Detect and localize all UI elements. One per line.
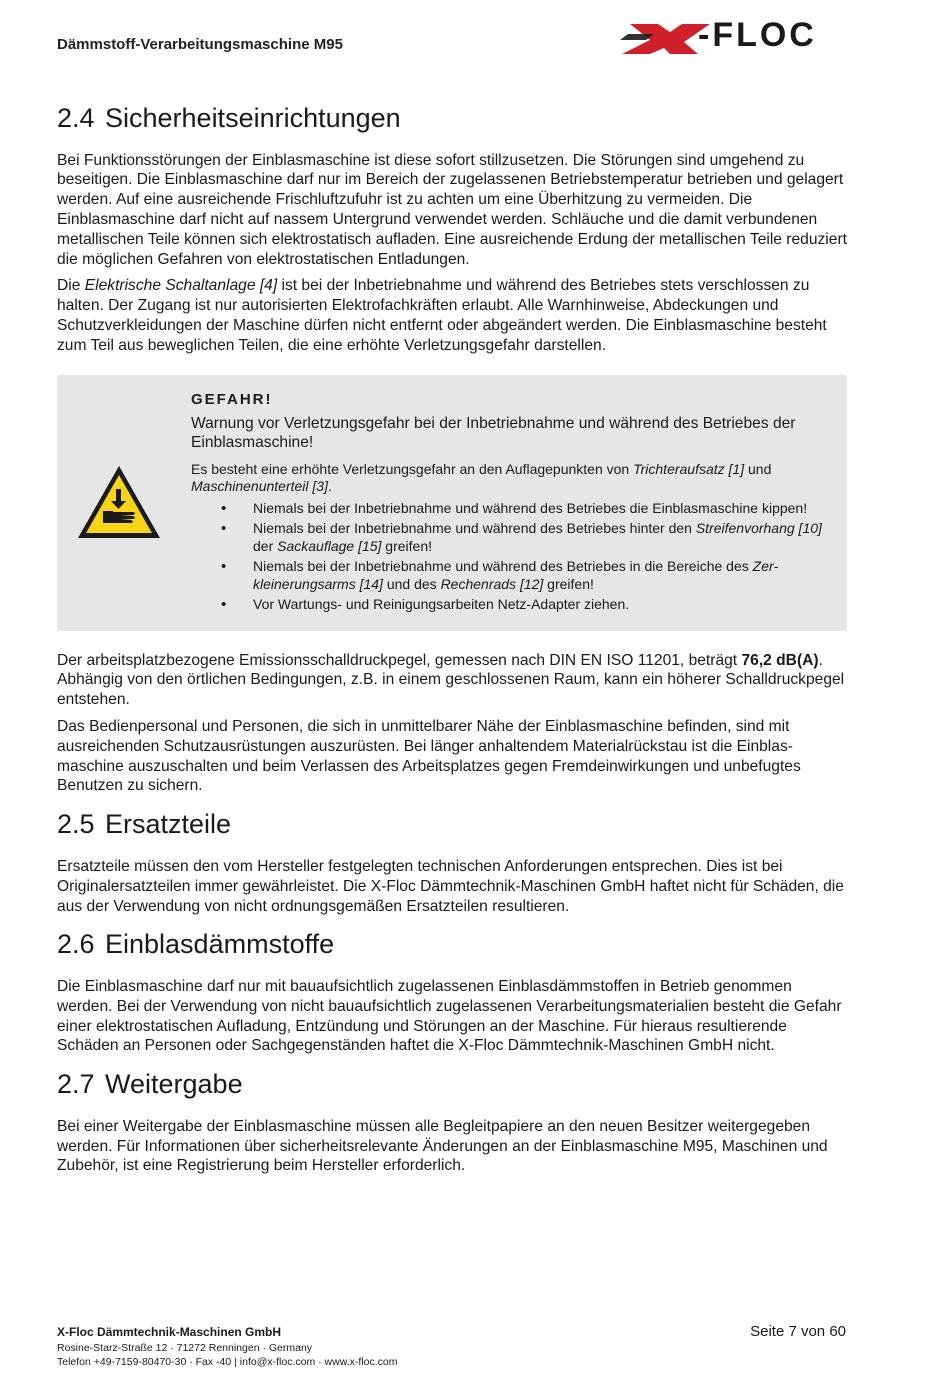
- list-item: • Niemals bei der Inbetriebnahme und während des Betriebes in die Bereiche des Zerkleinerungsarms [14] und des Rechenrads [12] greifen!: [221, 558, 837, 593]
- warning-lead: Warnung vor Verletzungsgefahr bei der Inbetriebnahme und während des Betriebes der Einblasmaschine!: [191, 414, 796, 452]
- x-floc-logo: [620, 12, 850, 56]
- footer-contact: Telefon +49-7159-80470-30 · Fax -40 | info@x-floc.com · www.x-floc.com: [57, 1356, 398, 1368]
- page-content: [57, 104, 847, 1183]
- paragraph: Das Bedienpersonal und Personen, die sich in unmittelbarer Nähe der Einblasmaschine befinden, sind mit ausreichenden Schutzausrüstungen auszurüsten. Bei länger anhaltendem Materialrückstau ist die Einblasmaschine auszuschalten und beim Verlassen des Arbeitsplatzes gegen Fremdeinwirkungen und unbefugtes Benutzen zu sichern.: [57, 718, 801, 795]
- section-heading-2-6: 2.6 Einblasdämmstoffe: [57, 929, 335, 960]
- paragraph: Ersatzteile müssen den vom Hersteller festgelegten technischen Anforderungen entsprechen. Dies ist bei Originalersatzteilen immer gewährleistet. Die X-Floc Dämmtechnik-Maschinen GmbH haftet nicht für Schäden, die aus der Verwendung von nicht ordnungsgemäßen Ersatzteilen resultieren.: [57, 857, 844, 915]
- warning-list: [221, 500, 837, 614]
- section-heading-2-4: 2.4 Sicherheitseinrichtungen: [57, 103, 401, 133]
- section-heading-2-5: 2.5 Ersatzteile: [57, 809, 232, 840]
- paragraph: Der arbeitsplatzbezogene Emissionsschalldruckpegel, gemessen nach DIN EN ISO 11201, beträgt 76,2 dB(A). Abhängig von den örtlichen Bedingungen, z.B. in einem geschlossenen Raum, kann ein höherer Schalldruckpegel entstehen.: [57, 651, 845, 709]
- list-item: • Niemals bei der Inbetriebnahme und während des Betriebes die Einblasmaschine kippen!: [221, 500, 837, 518]
- document-header-title: Dämmstoff-Verarbeitungsmaschine M95: [57, 36, 343, 53]
- warning-text: Es besteht eine erhöhte Verletzungsgefahr an den Auflagepunkten von Trichteraufsatz [1] und Maschinenunterteil [3].: [191, 460, 772, 495]
- danger-warning-box: [57, 375, 847, 631]
- list-item: • Vor Wartungs- und Reinigungsarbeiten Netz-Adapter ziehen.: [221, 596, 837, 614]
- warning-title: GEFAHR!: [191, 390, 273, 408]
- section-heading-2-7: 2.7 Weitergabe: [57, 1069, 243, 1100]
- page-number: Seite 7 von 60: [750, 1323, 846, 1340]
- paragraph: Die Elektrische Schaltanlage [4] ist bei der Inbetriebnahme und während des Betriebes stets verschlossen zu halten. Der Zugang ist nur autorisierten Elektrofachkräften erlaubt. Alle Warnhinweise, Abdeckungen und Schutzverkleidungen der Maschine dürfen nicht entfernt oder abgeändert werden. Die Einblasmaschine besteht zum Teil aus beweglichen Teilen, die eine erhöhte Verletzungsgefahr darstellen.: [57, 277, 827, 354]
- svg-text:-FLOC: -FLOC: [698, 16, 817, 54]
- footer-company: X-Floc Dämmtechnik-Maschinen GmbH: [57, 1325, 282, 1339]
- footer-address: Rosine-Starz-Straße 12 · 71272 Renningen · Germany: [57, 1342, 313, 1354]
- paragraph: Die Einblasmaschine darf nur mit bauaufsichtlich zugelassenen Einblasdämmstoffen in Betrieb genommen werden. Bei der Verwendung von nicht bauaufsichtlich zugelassenen Verarbeitungsmaterialien besteht die Gefahr einer elektrostatischen Aufladung, Entzündung und Störungen an der Maschine. Für hieraus resultierende Schäden an Personen oder Sachgegenständen haftet die X-Floc Dämmtechnik-Maschinen GmbH nicht.: [57, 978, 842, 1055]
- paragraph: Bei einer Weitergabe der Einblasmaschine müssen alle Begleitpapiere an den neuen Besitzer weitergegeben werden. Für Informationen über sicherheitsrelevante Änderungen an der Einblasmaschine M95, Maschinen und Zubehör, ist eine Registrierung beim Hersteller erforderlich.: [57, 1117, 828, 1175]
- paragraph: Bei Funktionsstörungen der Einblasmaschine ist diese sofort stillzusetzen. Die Störungen sind umgehend zu beseitigen. Die Einblasmaschine darf nur im Bereich der zugelassenen Betriebstemperatur betrieben und gelagert werden. Auf eine ausreichende Frischluftzufuhr ist zu achten um eine Überhitzung zu vermeiden. Die Einblasmaschine darf nicht auf nassem Untergrund verwendet werden. Schläuche und die damit verbundenen metallischen Teile können sich elektrostatisch aufladen. Eine ausreichende Erdung der metallischen Teile reduziert die möglichen Gefahren von elektrostatischen Entladungen.: [57, 151, 847, 268]
- list-item: • Niemals bei der Inbetriebnahme und während des Betriebes hinter den Streifenvorhang [10] der Sackauflage [15] greifen!: [221, 520, 837, 555]
- hand-crush-hazard-icon: [75, 463, 163, 541]
